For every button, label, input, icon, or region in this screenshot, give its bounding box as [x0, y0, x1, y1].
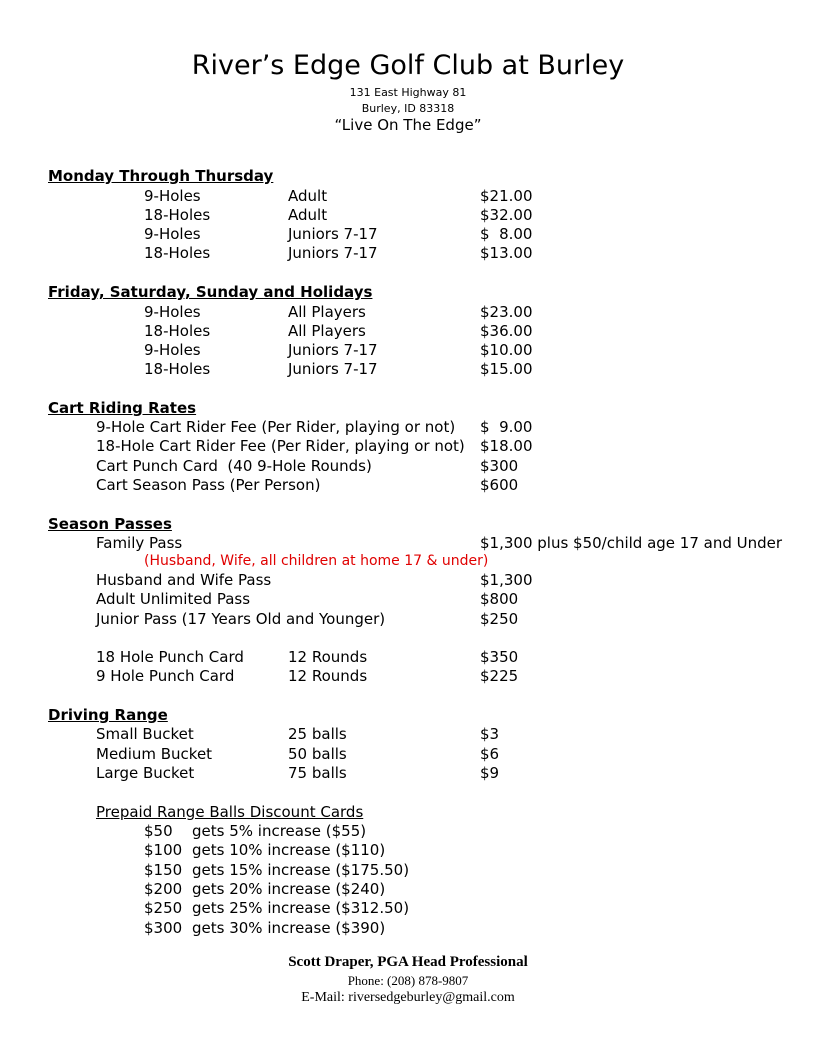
prepaid-desc: gets 5% increase ($55) — [192, 822, 367, 840]
bucket-balls: 25 balls — [288, 725, 347, 743]
weekend-type: Juniors 7-17 — [288, 341, 378, 359]
weekend-type: All Players — [288, 303, 366, 321]
address-line-2: Burley, ID 83318 — [361, 102, 455, 115]
prepaid-desc: gets 15% increase ($175.50) — [192, 861, 410, 879]
prepaid-amount: $250 — [144, 899, 183, 917]
section-heading-weekday: Monday Through Thursday — [48, 167, 274, 185]
bucket-label: Medium Bucket — [96, 745, 213, 763]
season-pass-label: Adult Unlimited Pass — [96, 590, 251, 608]
season-pass-label: Junior Pass (17 Years Old and Younger) — [96, 610, 386, 628]
season-pass-price: $800 — [480, 590, 519, 608]
weekend-price: $10.00 — [480, 341, 533, 359]
weekend-price: $15.00 — [480, 360, 533, 378]
section-heading-cart: Cart Riding Rates — [48, 399, 197, 417]
weekday-type: Adult — [288, 187, 328, 205]
weekday-price: $32.00 — [480, 206, 533, 224]
family-pass-note: (Husband, Wife, all children at home 17 & under) — [144, 553, 489, 569]
cart-label: 9-Hole Cart Rider Fee (Per Rider, playing or not) — [96, 418, 456, 436]
weekday-type: Juniors 7-17 — [288, 244, 378, 262]
prepaid-amount: $150 — [144, 861, 183, 879]
weekend-holes: 18-Holes — [144, 322, 211, 340]
prepaid-heading: Prepaid Range Balls Discount Cards — [96, 803, 364, 821]
prepaid-desc: gets 30% increase ($390) — [192, 919, 386, 937]
address-line-1: 131 East Highway 81 — [349, 86, 467, 99]
weekday-price: $ 8.00 — [480, 225, 533, 243]
prepaid-amount: $100 — [144, 841, 183, 859]
prepaid-amount: $300 — [144, 919, 183, 937]
punch-card-label: 9 Hole Punch Card — [96, 667, 235, 685]
section-heading-range: Driving Range — [48, 706, 168, 724]
weekend-price: $36.00 — [480, 322, 533, 340]
bucket-balls: 75 balls — [288, 764, 347, 782]
weekday-holes: 9-Holes — [144, 225, 201, 243]
family-pass-label: Family Pass — [96, 534, 183, 552]
season-pass-price: $1,300 — [480, 571, 533, 589]
season-pass-price: $250 — [480, 610, 519, 628]
punch-card-rounds: 12 Rounds — [288, 667, 368, 685]
section-heading-weekend: Friday, Saturday, Sunday and Holidays — [48, 283, 373, 301]
bucket-label: Large Bucket — [96, 764, 195, 782]
bucket-price: $6 — [480, 745, 500, 763]
cart-price: $ 9.00 — [480, 418, 533, 436]
bucket-price: $3 — [480, 725, 500, 743]
cart-label: 18-Hole Cart Rider Fee (Per Rider, playing or not) — [96, 437, 465, 455]
prepaid-amount: $50 — [144, 822, 173, 840]
season-pass-label: Husband and Wife Pass — [96, 571, 272, 589]
page-title: River’s Edge Golf Club at Burley — [191, 50, 625, 81]
weekday-type: Juniors 7-17 — [288, 225, 378, 243]
contact-phone: Phone: (208) 878-9807 — [347, 973, 469, 988]
weekday-holes: 18-Holes — [144, 244, 211, 262]
cart-label: Cart Season Pass (Per Person) — [96, 476, 321, 494]
punch-card-price: $225 — [480, 667, 519, 685]
weekday-type: Adult — [288, 206, 328, 224]
section-heading-season: Season Passes — [48, 515, 172, 533]
prepaid-desc: gets 20% increase ($240) — [192, 880, 386, 898]
cart-price: $300 — [480, 457, 519, 475]
motto: “Live On The Edge” — [334, 116, 482, 134]
punch-card-label: 18 Hole Punch Card — [96, 648, 244, 666]
bucket-balls: 50 balls — [288, 745, 347, 763]
bucket-price: $9 — [480, 764, 500, 782]
weekend-type: Juniors 7-17 — [288, 360, 378, 378]
cart-price: $600 — [480, 476, 519, 494]
weekend-holes: 9-Holes — [144, 303, 201, 321]
weekday-holes: 9-Holes — [144, 187, 201, 205]
weekday-holes: 18-Holes — [144, 206, 211, 224]
bucket-label: Small Bucket — [96, 725, 194, 743]
prepaid-desc: gets 25% increase ($312.50) — [192, 899, 410, 917]
weekend-holes: 18-Holes — [144, 360, 211, 378]
prepaid-amount: $200 — [144, 880, 183, 898]
contact-name: Scott Draper, PGA Head Professional — [288, 954, 528, 970]
cart-price: $18.00 — [480, 437, 533, 455]
contact-email[interactable]: E-Mail: riversedgeburley@gmail.com — [301, 990, 515, 1005]
weekday-price: $21.00 — [480, 187, 533, 205]
prepaid-desc: gets 10% increase ($110) — [192, 841, 386, 859]
cart-label: Cart Punch Card (40 9-Hole Rounds) — [96, 457, 372, 475]
weekend-price: $23.00 — [480, 303, 533, 321]
punch-card-rounds: 12 Rounds — [288, 648, 368, 666]
punch-card-price: $350 — [480, 648, 519, 666]
weekend-type: All Players — [288, 322, 366, 340]
family-pass-price: $1,300 plus $50/child age 17 and Under — [480, 534, 783, 552]
weekday-price: $13.00 — [480, 244, 533, 262]
weekend-holes: 9-Holes — [144, 341, 201, 359]
